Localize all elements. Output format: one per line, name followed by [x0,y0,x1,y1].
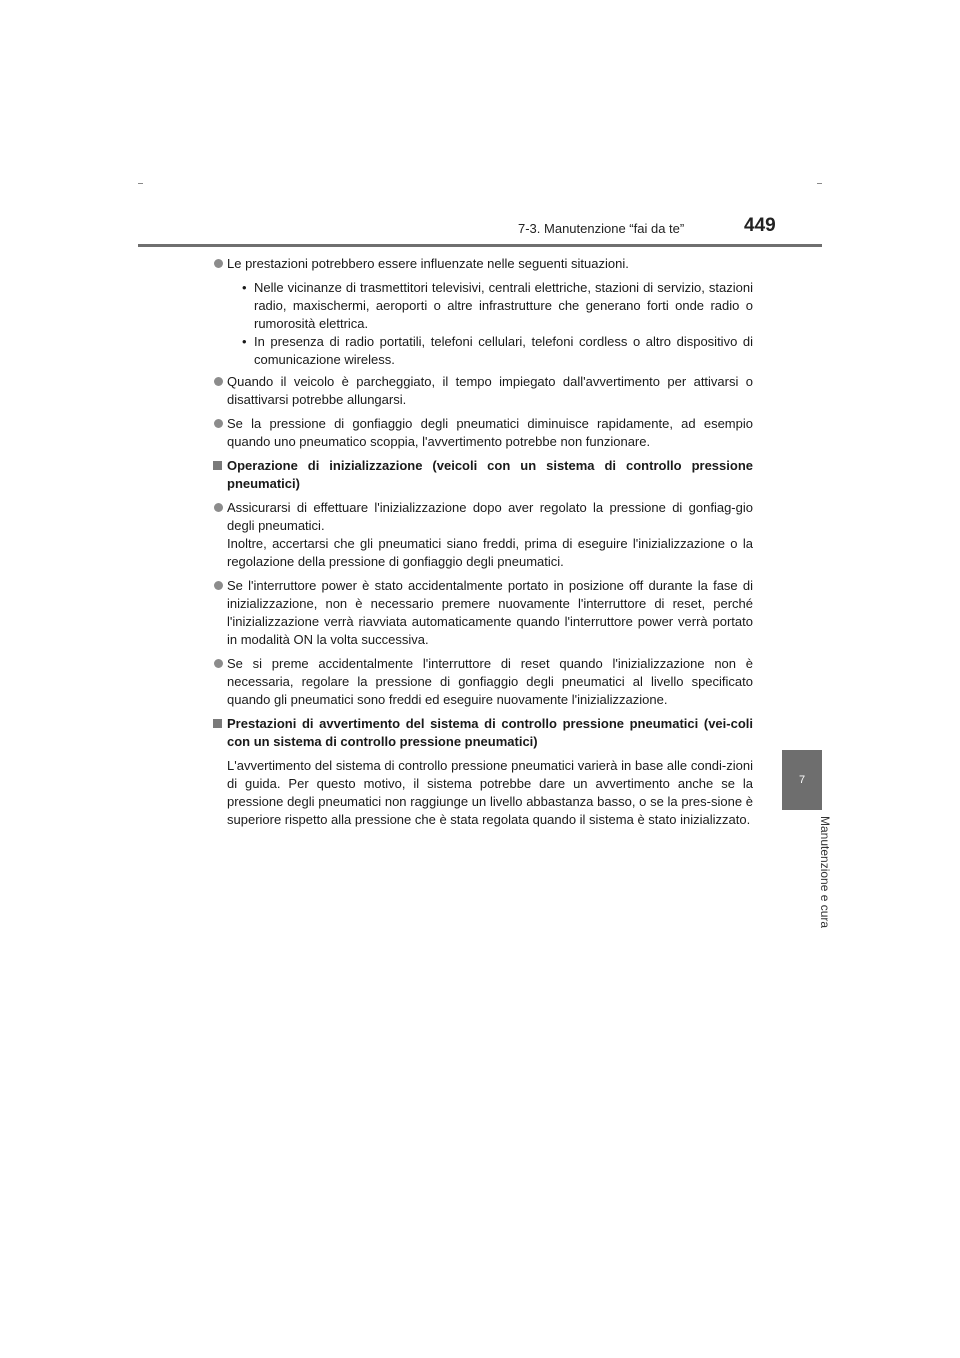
page-content [211,255,753,829]
sub-item [211,279,753,333]
sub-item-text: In presenza di radio portatili, telefoni cellulari, telefoni cordless o altro dispositivo di comunicazione wireless. [254,334,753,367]
header-rule [138,244,822,247]
bullet-text: Assicurarsi di effettuare l'inizializzazione dopo aver regolato la pressione di gonfiag-gio degli pneumatici. [227,500,753,533]
bullet-text: Se si preme accidentalmente l'interruttore di reset quando l'inizializzazione non è necessaria, regolare la pressione di gonfiaggio degli pneumatici al livello specificato quando gli pneumatici sono freddi ed eseguire nuovamente l'inizializzazione. [227,656,753,707]
section-title: 7-3. Manutenzione “fai da te” [518,221,685,236]
bullet-dot-icon [214,259,223,268]
bullet-dot-icon [214,581,223,590]
bullet-item [211,655,753,709]
sub-list [211,279,753,369]
sub-bullet-icon: • [242,280,247,295]
heading-square-icon [213,719,222,728]
bullet-dot-icon [214,419,223,428]
chapter-title: Manutenzione e cura [818,816,832,929]
page-number: 449 [744,215,776,236]
sub-bullet-icon: • [242,334,247,349]
section-heading [211,715,753,751]
bullet-text: Le prestazioni potrebbero essere influenzate nelle seguenti situazioni. [227,256,629,271]
paragraph: L'avvertimento del sistema di controllo pressione pneumatici varierà in base alle condi-zioni di guida. Per questo motivo, il sistema potrebbe dare un avvertimento anche se la pressione degli pneumatici non raggiunge un livello abbastanza basso, o se la pres-sione è superiore rispetto alla pressione che è stata regolata quando il sistema è stato inizializzato. [227,758,753,827]
bullet-dot-icon [214,659,223,668]
bullet-item [211,415,753,451]
crop-mark-right [817,183,822,184]
bullet-item [211,577,753,649]
heading-text: Prestazioni di avvertimento del sistema di controllo pressione pneumatici (vei-coli con un sistema di controllo pressione pneumatici) [227,716,753,749]
bullet-item [211,255,753,273]
chapter-number: 7 [798,774,806,786]
sub-item-text: Nelle vicinanze di trasmettitori televisivi, centrali elettriche, stazioni di servizio, stazioni radio, maxischermi, aeroporti o altre infrastrutture che generano forti onde radio o rumorosità elettrica. [254,280,753,331]
crop-mark-left [138,183,143,184]
heading-square-icon [213,461,222,470]
bullet-dot-icon [214,503,223,512]
bullet-text: Se l'interruttore power è stato accidentalmente portato in posizione off durante la fase di inizializzazione, non è necessario premere nuovamente l'interruttore di reset, perché l'inizializzazione verrà riavviata automaticamente quando l'interruttore power verrà portato in modalità ON la volta successiva. [227,578,753,647]
bullet-text: Quando il veicolo è parcheggiato, il tempo impiegato dall'avvertimento per attivarsi o disattivarsi potrebbe allungarsi. [227,374,753,407]
chapter-tab [782,750,822,810]
bullet-dot-icon [214,377,223,386]
bullet-item [211,499,753,571]
bullet-item [211,373,753,409]
sub-item [211,333,753,369]
section-heading [211,457,753,493]
bullet-text-continued: Inoltre, accertarsi che gli pneumatici siano freddi, prima di eseguire l'inizializzazione o la regolazione della pressione di gonfiaggio degli pneumatici. [227,536,753,569]
bullet-text: Se la pressione di gonfiaggio degli pneumatici diminuisce rapidamente, ad esempio quando uno pneumatico scoppia, l'avvertimento potrebbe non funzionare. [227,416,753,449]
heading-text: Operazione di inizializzazione (veicoli con un sistema di controllo pressione pneumatici) [227,458,753,491]
